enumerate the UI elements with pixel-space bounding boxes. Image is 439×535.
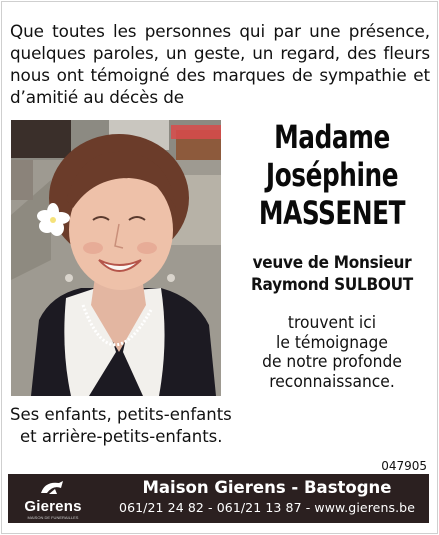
thanks-line: trouvent ici: [287, 313, 377, 332]
thanks-line: de notre profonde: [262, 352, 402, 371]
reference-number: 047905: [381, 459, 427, 473]
widow-of: [232, 252, 432, 296]
intro-text: Que toutes les personnes qui par une présence, quelques paroles, un geste, un regard, des fleurs nous ont témoigné des marques de sympathie et d’amitié au décès de: [10, 21, 430, 107]
thanks-text: [232, 313, 432, 391]
funeral-home-banner: [8, 474, 429, 523]
logo-text: Gierens: [24, 498, 82, 515]
deceased-first-name: Joséphine: [265, 156, 399, 194]
widow-line-1: veuve de Monsieur: [252, 253, 412, 273]
logo-mark-icon: [39, 480, 65, 496]
deceased-name: [232, 118, 432, 232]
family-line-1: Ses enfants, petits-enfants: [10, 405, 232, 424]
family-line-2: et arrière-petits-enfants.: [20, 426, 223, 446]
company-name: Maison Gierens - Bastogne: [142, 478, 392, 497]
thanks-line: reconnaissance.: [269, 371, 395, 391]
family-signature: [10, 404, 240, 447]
contact-info: 061/21 24 82 - 061/21 13 87 - www.gierens.be: [119, 500, 415, 515]
widow-line-2: Raymond SULBOUT: [251, 275, 413, 295]
logo-subtext: MAISON DE FUNERAILLES: [27, 515, 79, 520]
thanks-line: le témoignage: [276, 332, 388, 352]
deceased-title: Madame: [274, 118, 390, 156]
funeral-home-logo: [14, 479, 92, 519]
portrait-photo: [11, 120, 221, 396]
deceased-last-name: MASSENET: [258, 194, 406, 232]
